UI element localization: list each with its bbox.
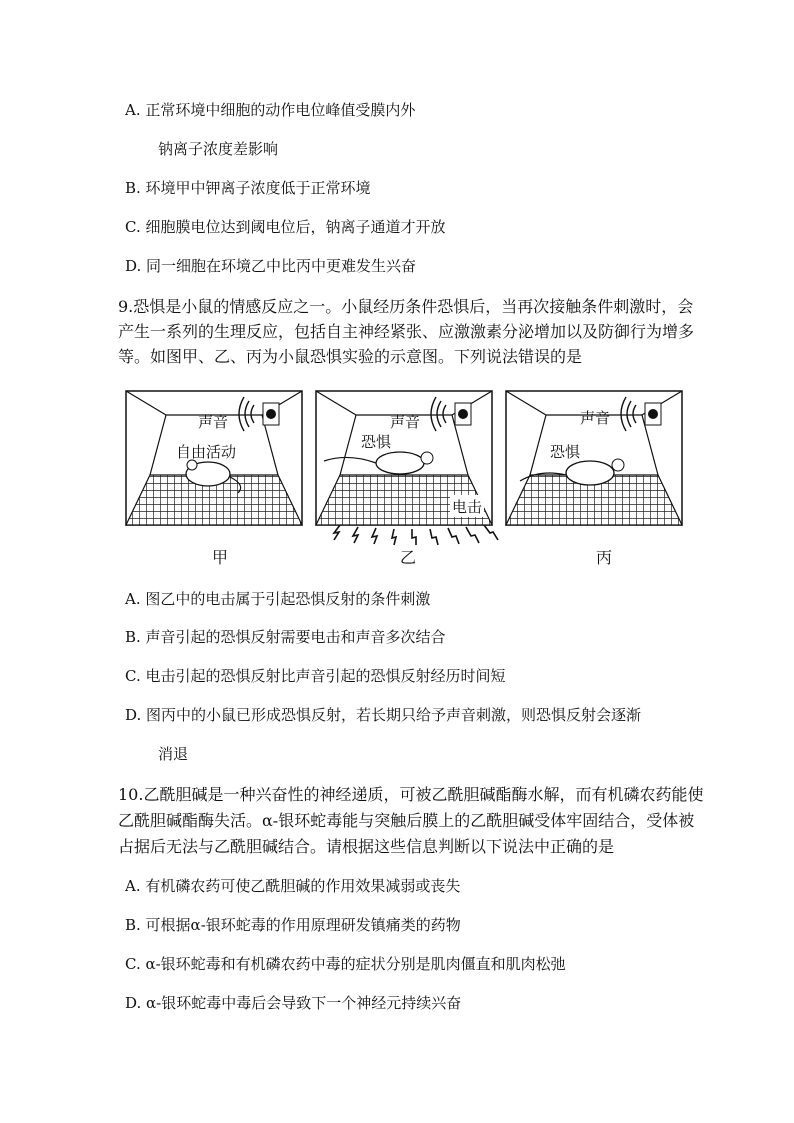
- q8-option-b: B. 环境甲中钾离子浓度低于正常环境: [125, 179, 371, 197]
- panel-jia-caption: 甲: [211, 548, 228, 567]
- q10-option-b: B. 可根据α-银环蛇毒的作用原理研发镇痛类的药物: [125, 916, 461, 934]
- q10-stem-line-1: 10.乙酰胆碱是一种兴奋性的神经递质，可被乙酰胆碱酯酶水解，而有机磷农药能使: [118, 785, 704, 804]
- q9-stem-line-1: 9.恐惧是小鼠的情感反应之一。小鼠经历条件恐惧后，当再次接触条件刺激时，会: [118, 297, 694, 316]
- panel-jia-state-label: 自由活动: [176, 443, 237, 461]
- panel-yi: [316, 391, 498, 545]
- q9-option-d: D. 图丙中的小鼠已形成恐惧反射，若长期只给予声音刺激，则恐惧反射会逐渐: [125, 706, 642, 724]
- panel-jia: [126, 391, 302, 525]
- q8-option-a: A. 正常环境中细胞的动作电位峰值受膜内外: [125, 101, 416, 119]
- panel-bing-caption: 丙: [595, 548, 612, 567]
- q10-option-d: D. α-银环蛇毒中毒后会导致下一个神经元持续兴奋: [125, 994, 462, 1012]
- panel-jia-sound-label: 声音: [198, 413, 229, 431]
- q10-stem-line-2: 乙酰胆碱酯酶失活。α-银环蛇毒能与突触后膜上的乙酰胆碱受体牢固结合，受体被: [118, 811, 695, 830]
- q8-option-d: D. 同一细胞在环境乙中比丙中更难发生兴奋: [125, 257, 417, 275]
- panel-yi-caption: 乙: [399, 548, 416, 567]
- mouse-icon: [376, 452, 424, 474]
- panel-bing-sound-label: 声音: [580, 409, 611, 427]
- q9-option-a: A. 图乙中的电击属于引起恐惧反射的条件刺激: [125, 590, 431, 608]
- panel-bing-state-label: 恐惧: [550, 443, 581, 461]
- q10-option-a: A. 有机磷农药可使乙酰胆碱的作用效果减弱或丧失: [125, 877, 461, 895]
- q10-option-c: C. α-银环蛇毒和有机磷农药中毒的症状分别是肌肉僵直和肌肉松弛: [125, 955, 566, 973]
- panel-yi-sound-label: 声音: [390, 413, 421, 431]
- q9-option-d-cont: 消退: [158, 745, 189, 763]
- q9-option-c: C. 电击引起的恐惧反射比声音引起的恐惧反射经历时间短: [125, 667, 506, 685]
- q9-stem-line-2: 产生一系列的生理反应，包括自主神经紧张、应激激素分泌增加以及防御行为增多: [118, 322, 695, 341]
- q10-stem-line-3: 占据后无法与乙酰胆碱结合。请根据这些信息判断以下说法中正确的是: [118, 837, 615, 856]
- panel-bing: [506, 391, 682, 525]
- q8-option-a-cont: 钠离子浓度差影响: [158, 140, 279, 158]
- q8-option-c: C. 细胞膜电位达到阈电位后，钠离子通道才开放: [125, 218, 446, 236]
- mouse-icon: [566, 461, 614, 485]
- q9-figure: [118, 385, 690, 545]
- panel-yi-shock-label: 电击: [452, 498, 483, 516]
- q9-stem-line-3: 等。如图甲、乙、丙为小鼠恐惧实验的示意图。下列说法错误的是: [118, 347, 583, 366]
- q9-option-b: B. 声音引起的恐惧反射需要电击和声音多次结合: [125, 628, 446, 646]
- panel-yi-state-label: 恐惧: [361, 433, 392, 451]
